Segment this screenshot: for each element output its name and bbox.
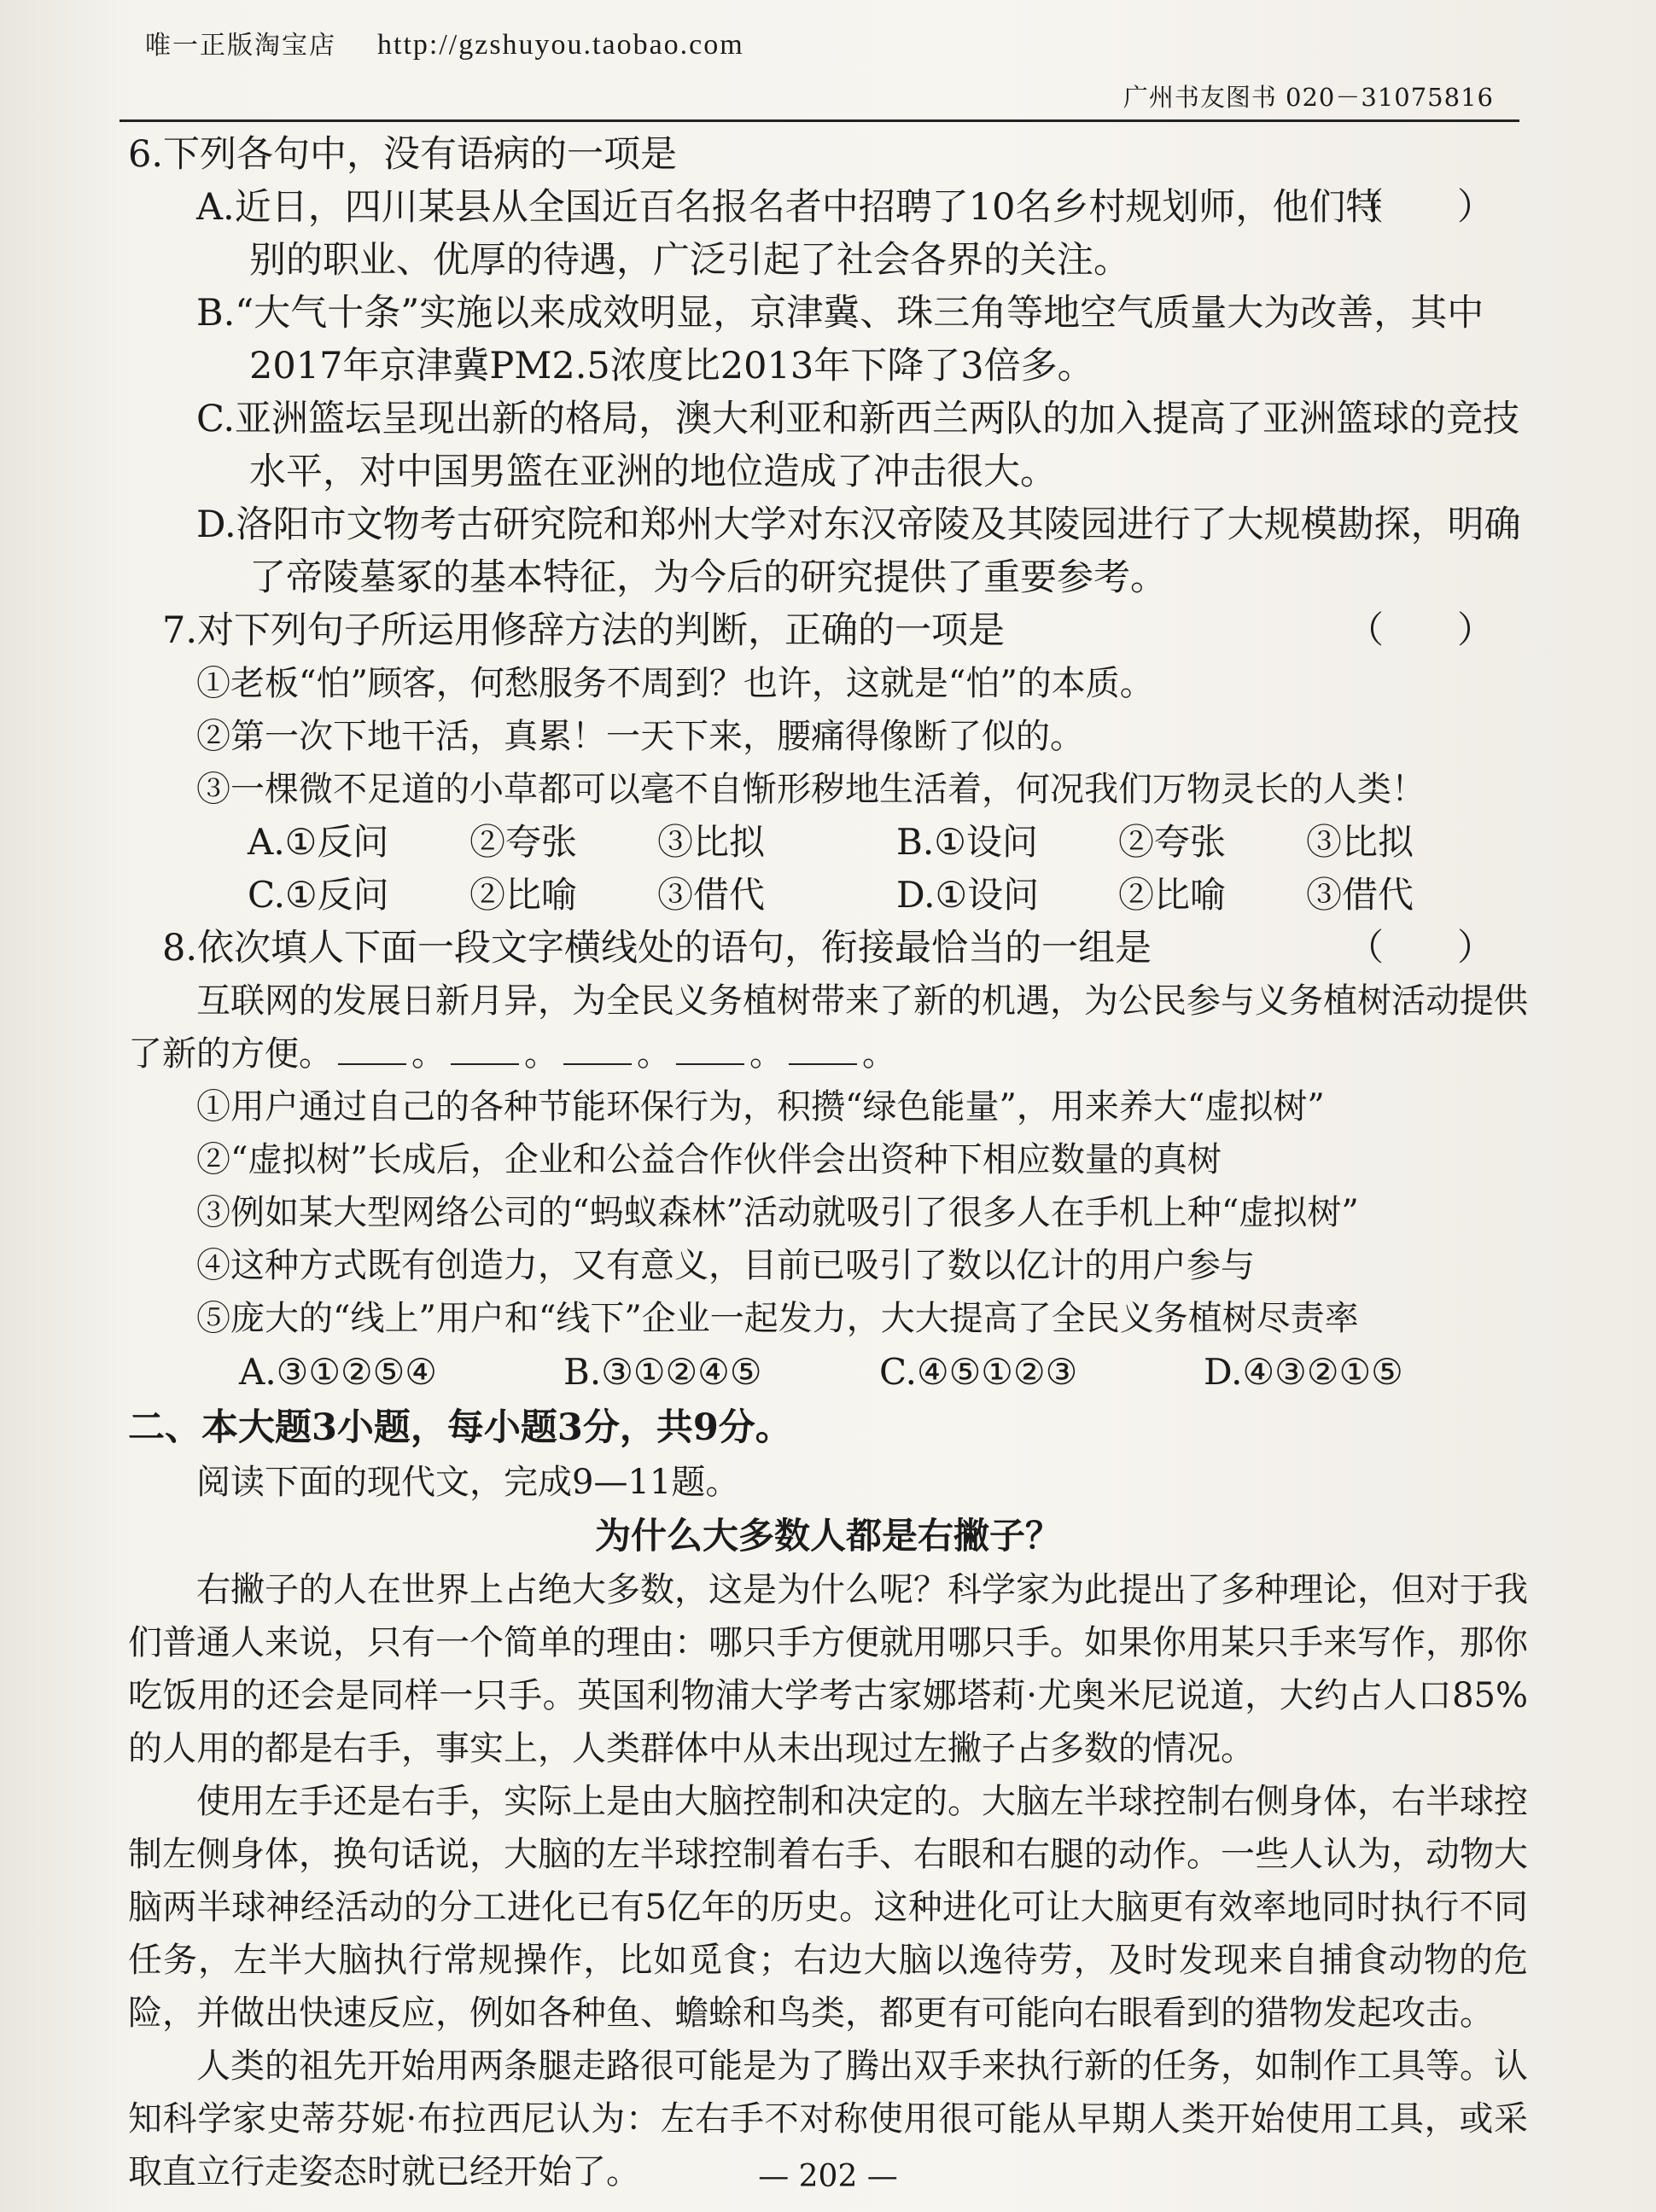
section-instruction: 阅读下面的现代文，完成9—11题。 [196,1463,740,1502]
question-6-option-b: B.“大气十条”实施以来成效明显，京津冀、珠三角等地空气质量大为改善，其中2017年京津冀PM2.5浓度比2013年下降了3倍多。 [196,292,1484,387]
question-7-choices [128,816,1528,922]
choice-item: C.①反问 [248,874,389,916]
question-7-sentence-3: ③一棵微不足道的小草都可以毫不自惭形秽地生活着，何况我们万物灵长的人类！ [196,770,1426,809]
choice-item: ②比喻 [1118,874,1227,916]
shop-name: 唯一正版淘宝店 [145,31,336,61]
question-8-item-2: ②“虚拟树”长成后，企业和公益合作伙伴会出资种下相应数量的真树 [196,1140,1222,1179]
question-6-option-a: （ ） A.近日，四川某县从全国近百名报名者中招聘了10名乡村规划师，他们特别的职业、优厚的待遇，广泛引起了社会各界的关注。 [128,181,1528,287]
choice-item: ③比拟 [1306,821,1414,863]
fill-blank[interactable] [563,1038,632,1065]
article-paragraph: 人类的祖先开始用两条腿走路很可能是为了腾出双手来执行新的任务，如制作工具等。认知科学家史蒂芬妮·布拉西尼认为：左右手不对称使用很可能从早期人类开始使用工具，或采取直立行走姿态时就已经开始了。 [128,2046,1528,2192]
shop-url[interactable]: http://gzshuyou.taobao.com [377,29,744,61]
publisher-phone: 广州书友图书 020－31075816 [1122,83,1494,112]
answer-paren: （ ） [1347,186,1494,229]
question-7-stem: （ ） 7.对下列句子所运用修辞方法的判断，正确的一项是 [128,604,1528,657]
question-8-passage: 互联网的发展日新月异，为全民义务植树带来了新的机遇，为公民参与义务植树活动提供了新的方便。 。 。 。 。 。 [128,981,1528,1074]
fill-blank[interactable] [338,1038,406,1065]
choice-item: B.①设问 [896,821,1038,863]
question-8-choices [128,1345,1528,1400]
choice-item: D.①设问 [896,874,1040,916]
choice-item: A.①反问 [248,821,389,863]
choice-item: ②夸张 [1118,821,1227,863]
question-8-item-4: ④这种方式既有创造力，又有意义，目前已吸引了数以亿计的用户参与 [196,1246,1255,1285]
header-divider [120,119,1519,122]
question-8-item-3: ③例如某大型网络公司的“蚂蚁森林”活动就吸引了很多人在手机上种“虚拟树” [196,1193,1359,1232]
fill-blank[interactable] [789,1038,857,1065]
question-7-sentence-2: ②第一次下地干活，真累！一天下来，腰痛得像断了似的。 [196,717,1084,756]
question-7-sentence-1: ①老板“怕”顾客，何愁服务不周到？也许，这就是“怕”的本质。 [196,664,1154,703]
answer-paren: （ ） [1347,609,1494,652]
choice-item: ③借代 [657,874,766,916]
section-heading: 二、本大题3小题，每小题3分，共9分。 [128,1406,792,1449]
choice-item: C.④⑤①②③ [879,1351,1078,1393]
question-8-item-5: ⑤庞大的“线上”用户和“线下”企业一起发力，大大提高了全民义务植树尽责率 [196,1299,1359,1338]
fill-blank[interactable] [676,1038,744,1065]
page-number: — 202 — [758,2159,898,2194]
question-8-item-1: ①用户通过自己的各种节能环保行为，积攒“绿色能量”，用来养大“虚拟树” [196,1087,1325,1126]
choice-item: D.④③②①⑤ [1204,1351,1403,1393]
choice-item: ③比拟 [657,821,766,863]
article-paragraph: 使用左手还是右手，实际上是由大脑控制和决定的。大脑左半球控制右侧身体，右半球控制左侧身体，换句话说，大脑的左半球控制着右手、右眼和右腿的动作。一些人认为，动物大脑两半球神经活动的分工进化已有5亿年的历史。这种进化可让大脑更有效率地同时执行不同任务，左半大脑执行常规操作，比如觅食；右边大脑以逸待劳，及时发现来自捕食动物的危险，并做出快速反应，例如各种鱼、蟾蜍和鸟类，都更有可能向右眼看到的猎物发起攻击。 [128,1782,1528,2033]
article-paragraph: 右撇子的人在世界上占绝大多数，这是为什么呢？科学家为此提出了多种理论，但对于我们普通人来说，只有一个简单的理由：哪只手方便就用哪只手。如果你用某只手来写作，那你吃饭用的还会是同样一只手。英国利物浦大学考古家娜塔莉·尤奥米尼说道，大约占人口85%的人用的都是右手，事实上，人类群体中从未出现过左撇子占多数的情况。 [128,1570,1528,1768]
choice-item: ②比喻 [469,874,578,916]
choice-item: A.③①②⑤④ [239,1351,437,1393]
article-title: 为什么大多数人都是右撇子？ [594,1515,1061,1557]
question-6-option-c: C.亚洲篮坛呈现出新的格局，澳大利亚和新西兰两队的加入提高了亚洲篮球的竞技水平，对中国男篮在亚洲的地位造成了冲击很大。 [196,398,1520,493]
question-8-stem: （ ） 8.依次填人下面一段文字横线处的语句，衔接最恰当的一组是 [128,922,1528,975]
question-6-option-d: D.洛阳市文物考古研究院和郑州大学对东汉帝陵及其陵园进行了大规模勘探，明确了帝陵墓冢的基本特征，为今后的研究提供了重要参考。 [196,504,1521,599]
choice-item: ②夸张 [469,821,578,863]
page-content [128,128,1528,2198]
fill-blank[interactable] [451,1038,519,1065]
header-left [145,24,744,61]
choice-item: ③借代 [1306,874,1414,916]
question-6-stem: 6.下列各句中，没有语病的一项是 [128,133,678,176]
answer-paren: （ ） [1347,927,1494,969]
choice-item: B.③①②④⑤ [563,1351,762,1393]
